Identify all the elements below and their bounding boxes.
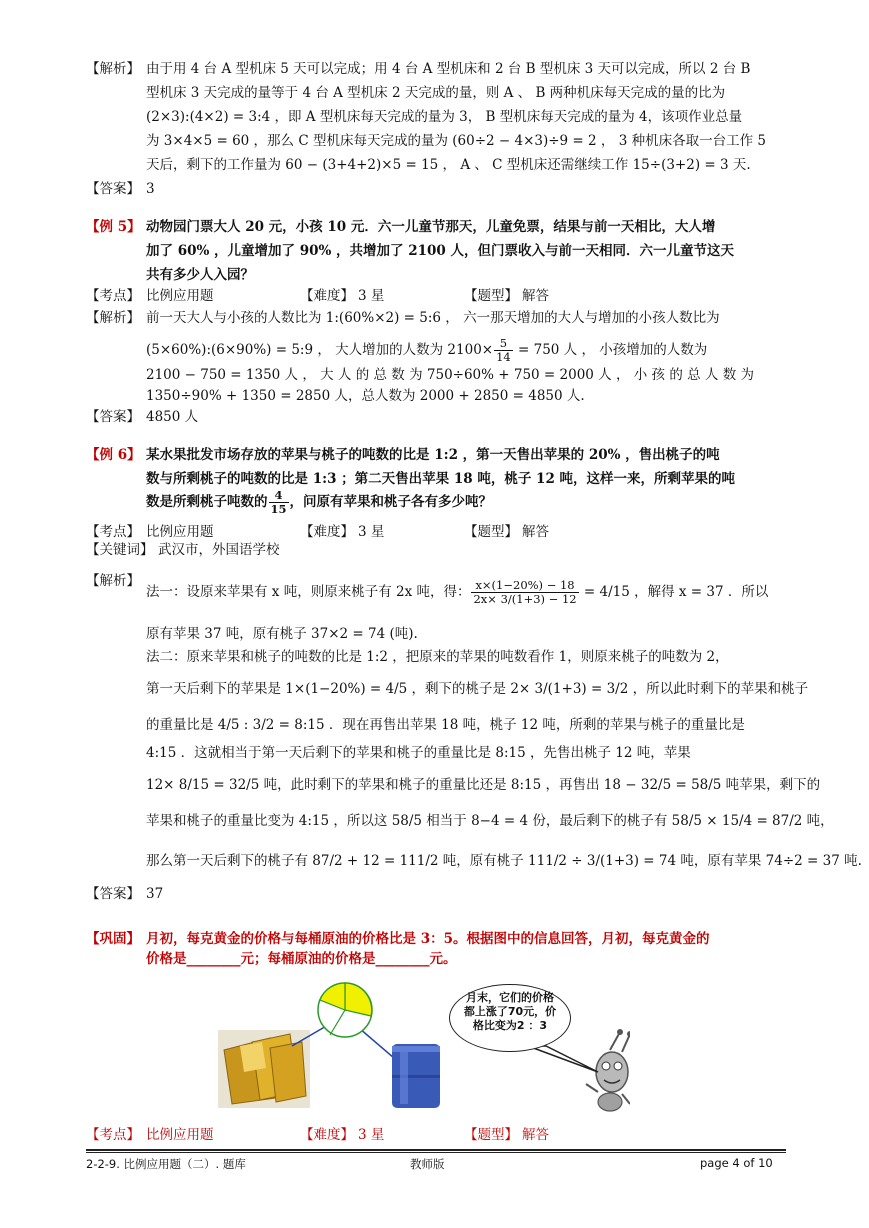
solution-line: 的重量比是 4/5 : 3/2 = 8:15 ．现在再售出苹果 18 吨，桃子 12 吨，所剩的苹果与桃子的重量比是 — [146, 717, 745, 733]
question-text: 数是所剩桃子吨数的 — [146, 494, 268, 510]
nandu-value: 3 星 — [358, 288, 385, 304]
solution-line: 法二：原来苹果和桃子的吨数的比是 1:2 ，把原来的苹果的吨数看作 1，则原来桃子的吨数为 2， — [146, 649, 729, 665]
footer-center: 教师版 — [410, 1157, 445, 1171]
nandu-label: 【难度】 — [300, 524, 354, 540]
solution-text: = 4/15 ，解得 x = 37 ．所以 — [579, 584, 769, 600]
jiexi-label: 【解析】 — [86, 310, 140, 326]
keyword-value: 武汉市，外国语学校 — [158, 542, 280, 558]
gonggu-question: 月初，每克黄金的价格与每桶原油的价格比是 3：5。根据图中的信息回答，月初，每克黄金的 — [146, 931, 710, 947]
answer-label: 【答案】 — [86, 886, 140, 902]
fraction-denominator: 15 — [270, 502, 287, 516]
example-6-question — [146, 484, 492, 520]
bubble-text: 格比变为2 ：3 — [472, 1019, 548, 1032]
example-5-question: 共有多少人入园？ — [146, 267, 254, 283]
kaodian-label: 【考点】 — [86, 1127, 140, 1143]
solution-line: 第一天后剩下的苹果是 1×(1−20%) = 4/5 ，剩下的桃子是 2× 3/(1+3) = 3/2 ，所以此时剩下的苹果和桃子 — [146, 681, 809, 697]
answer-value: 37 — [146, 886, 164, 902]
tixing-value: 解答 — [522, 288, 549, 304]
example-6-question: 数与所剩桃子的吨数的比是 1:3 ；第二天售出苹果 18 吨，桃子 12 吨，这样一来，所剩苹果的吨 — [146, 471, 736, 487]
footer-rule — [86, 1152, 786, 1153]
example-5-question: 加了 60% ，儿童增加了 90% ，共增加了 2100 人，但门票收入与前一天相同．六一儿童节这天 — [146, 243, 735, 259]
nandu-value: 3 星 — [358, 524, 385, 540]
solution-text: (5×60%):(6×90%) = 5:9 ， 大人增加的人数为 2100× — [146, 342, 494, 358]
kaodian-value: 比例应用题 — [146, 1127, 214, 1143]
solution-line: 苹果和桃子的重量比变为 4:15 ，所以这 58/5 相当于 8−4 = 4 份，最后剩下的桃子有 58/5 × 15/4 = 87/2 吨， — [146, 813, 834, 829]
example-6-label: 【例 6】 — [86, 447, 141, 463]
tixing-label: 【题型】 — [464, 524, 518, 540]
solution-text: 法一：设原来苹果有 x 吨，则原来桃子有 2x 吨，得： — [146, 584, 471, 600]
fraction-numerator: 4 — [269, 489, 289, 503]
keyword-label: 【关键词】 — [86, 542, 154, 558]
tixing-value: 解答 — [522, 524, 549, 540]
kaodian-value: 比例应用题 — [146, 288, 214, 304]
footer-page-number: page 4 of 10 — [700, 1156, 773, 1170]
oil-barrel-image — [392, 1044, 440, 1108]
solution-line: 那么第一天后剩下的桃子有 87/2 + 12 = 111/2 吨，原有桃子 111/2 ÷ 3/(1+3) = 74 吨，原有苹果 74÷2 = 37 吨. — [146, 853, 862, 869]
pie-chart-icon — [318, 983, 372, 1037]
solution-line: 4:15 ．这就相当于第一天后剩下的苹果和桃子的重量比是 8:15 ，先售出桃子 12 吨，苹果 — [146, 745, 691, 761]
kaodian-label: 【考点】 — [86, 524, 140, 540]
answer-value: 4850 人 — [146, 409, 199, 425]
solution-line: (2×3):(4×2) = 3:4 ，即 A 型机床每天完成的量为 3， B 型机床每天完成的量为 4，该项作业总量 — [146, 109, 743, 125]
fraction-denominator: 14 — [496, 350, 511, 364]
kaodian-label: 【考点】 — [86, 288, 140, 304]
question-text: ，问原有苹果和桃子各有多少吨？ — [289, 494, 493, 510]
kaodian-value: 比例应用题 — [146, 524, 214, 540]
jiexi-label: 【解析】 — [86, 573, 140, 589]
fraction — [471, 579, 578, 606]
answer-label: 【答案】 — [86, 409, 140, 425]
solution-line: 原有苹果 37 吨，原有桃子 37×2 = 74 (吨). — [146, 626, 418, 642]
answer-value: 3 — [146, 181, 155, 197]
solution-line: 天后，剩下的工作量为 60 − (3+4+2)×5 = 15 ， A 、 C 型机床还需继续工作 15÷(3+2) = 3 天. — [146, 157, 751, 173]
tixing-label: 【题型】 — [464, 1127, 518, 1143]
gonggu-label: 【巩固】 — [86, 931, 140, 947]
tixing-label: 【题型】 — [464, 288, 518, 304]
solution-line: 为 3×4×5 = 60 ，那么 C 型机床每天完成的量为 (60÷2 − 4×3)÷9 = 2 ， 3 种机床各取一台工作 5 — [146, 133, 766, 149]
example-5-question: 动物园门票大人 20 元，小孩 10 元．六一儿童节那天，儿童免票，结果与前一天相比，大人增 — [146, 219, 716, 235]
footer-left: 2-2-9. 比例应用题（二）. 题库 — [86, 1157, 246, 1171]
nandu-label: 【难度】 — [300, 288, 354, 304]
solution-line: 前一天大人与小孩的人数比为 1:(60%×2) = 5:6 ， 六一那天增加的大人与增加的小孩人数比为 — [146, 310, 720, 326]
nandu-label: 【难度】 — [300, 1127, 354, 1143]
solution-line: 型机床 3 天完成的量等于 4 台 A 型机床 2 天完成的量，则 A 、 B 两种机床每天完成的量的比为 — [146, 85, 726, 101]
speech-bubble-tail — [528, 1046, 598, 1072]
fraction-denominator: 2x× 3/(1+3) − 12 — [473, 592, 577, 606]
example-5-label: 【例 5】 — [86, 219, 141, 235]
fraction-numerator: x×(1−20%) − 18 — [471, 579, 578, 593]
solution-line: 1350÷90% + 1350 = 2850 人，总人数为 2000 + 2850 = 4850 人. — [146, 388, 585, 404]
answer-label: 【答案】 — [86, 181, 140, 197]
nandu-value: 3 星 — [358, 1127, 385, 1143]
solution-text: = 750 人 ， 小孩增加的人数为 — [513, 342, 708, 358]
solution-line: 12× 8/15 = 32/5 吨，此时剩下的苹果和桃子的重量比还是 8:15 ，再售出 18 − 32/5 = 58/5 吨苹果，剩下的 — [146, 777, 821, 793]
example-6-question: 某水果批发市场存放的苹果与桃子的吨数的比是 1:2 ，第一天售出苹果的 20% ，售出桃子的吨 — [146, 447, 720, 463]
solution-line: 由于用 4 台 A 型机床 5 天可以完成；用 4 台 A 型机床和 2 台 B 型机床 3 天可以完成，所以 2 台 B — [146, 61, 751, 77]
fraction-numerator: 5 — [494, 337, 513, 351]
footer-rule — [86, 1149, 786, 1151]
gonggu-question: 价格是________元；每桶原油的价格是________元。 — [146, 951, 457, 967]
bubble-text: 月末，它们的价格 — [466, 991, 554, 1004]
bubble-text: 都上涨了70元，价 — [463, 1005, 557, 1018]
speech-bubble — [449, 984, 571, 1052]
jiexi-label: 【解析】 — [86, 61, 140, 77]
solution-line — [146, 332, 707, 368]
gold-bars-image — [218, 1030, 310, 1108]
fraction — [269, 489, 289, 516]
solution-line — [146, 572, 768, 612]
fraction — [494, 337, 513, 364]
tixing-value: 解答 — [522, 1127, 549, 1143]
solution-line: 2100 − 750 = 1350 人 ， 大 人 的 总 数 为 750÷60% + 750 = 2000 人 ， 小 孩 的 总 人 数 为 — [146, 367, 755, 383]
